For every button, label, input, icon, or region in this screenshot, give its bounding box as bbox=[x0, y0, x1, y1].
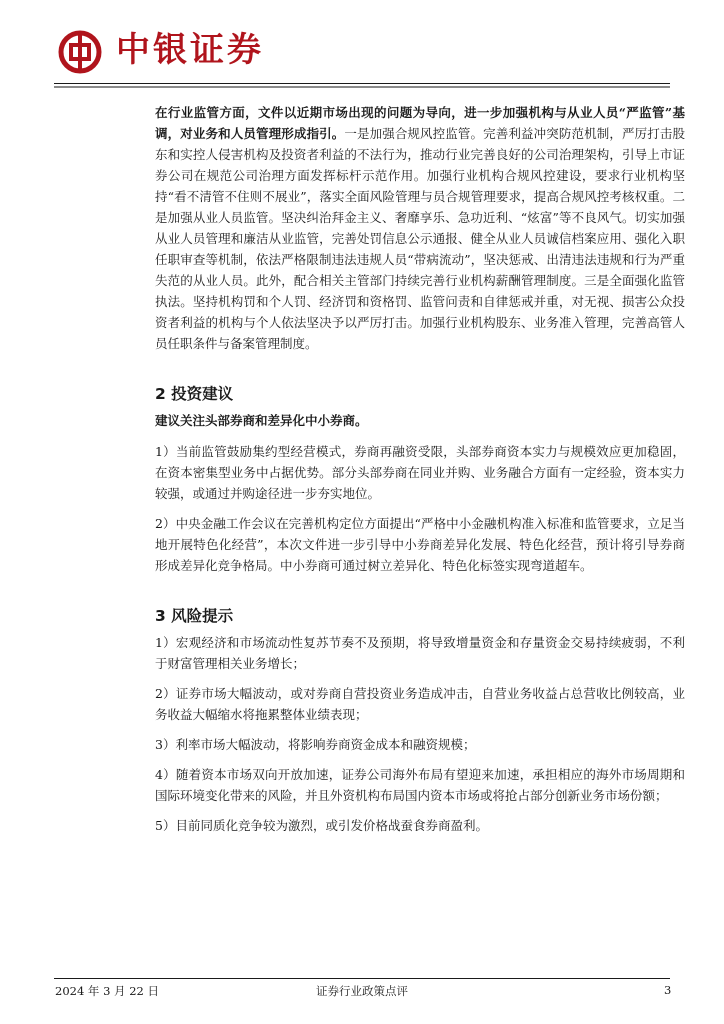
footer-date: 2024 年 3 月 22 日 bbox=[55, 984, 159, 998]
page-number: 3 bbox=[664, 983, 672, 997]
risk-item: 4）随着资本市场双向开放加速，证券公司海外布局有望迎来加速，承担相应的海外市场周期和国际环境变化带来的风险，并且外资机构布局国内资本市场或将抢占部分创新业务市场份额； bbox=[155, 767, 685, 803]
risk-item: 1）宏观经济和市场流动性复苏节奏不及预期，将导致增量资金和存量资金交易持续疲弱，不利于财富管理相关业务增长； bbox=[155, 635, 685, 671]
bank-of-china-logo-icon bbox=[58, 30, 102, 74]
section-3-title: 3 风险提示 bbox=[155, 607, 234, 625]
intro-text: 一是加强合规风控监管。完善利益冲突防范机制，严厉打击股东和实控人侵害机构及投资者利益的不法行为，推动行业完善良好的公司治理架构，引导上市证券公司在规范公司治理方面发挥标杆示范作用。加强行业机构合规风控建设，要求行业机构坚持“看不清管不住则不展业”，落实全面风险管理与员合规管理要求，提高合规风控考核权重。二是加强从业人员监管。坚决纠治拜金主义、奢靡享乐、急功近利、“炫富”等不良风气。切实加强从业人员管理和廉洁从业监管，完善处罚信息公示通报、健全从业人员诚信档案应用、强化入职任职审查等机制，依法严格限制违法违规人员“带病流动”，坚决惩戒、出清违法违规和行为严重失范的从业人员。此外，配合相关主管部门持续完善行业机构薪酬管理制度。三是全面强化监管执法。坚持机构罚和个人罚、经济罚和资格罚、监管问责和自律惩戒并重，对无视、损害公众投资者利益的机构与个人依法坚决予以严厉打击。加强行业机构股东、业务准入管理，完善高管人员任职条件与备案管理制度。 bbox=[155, 126, 685, 351]
footer-report-type: 证券行业政策点评 bbox=[316, 984, 408, 998]
section-2-title: 2 投资建议 bbox=[155, 385, 234, 403]
report-body bbox=[155, 102, 685, 845]
footer-rule bbox=[54, 978, 670, 979]
section-2-item: 2）中央金融工作会议在完善机构定位方面提出“严格中小金融机构准入标准和监管要求，立足当地开展特色化经营”，本次文件进一步引导中小券商差异化发展、特色化经营，预计将引导券商形成差异化竞争格局。中小券商可通过树立差异化、特色化标签实现弯道超车。 bbox=[155, 516, 685, 573]
risk-item: 2）证券市场大幅波动，或对券商自营投资业务造成冲击，自营业务收益占总营收比例较高，业务收益大幅缩水将拖累整体业绩表现； bbox=[155, 686, 685, 722]
header-rule-secondary bbox=[54, 86, 670, 88]
intro-paragraph bbox=[155, 102, 685, 354]
section-2-item: 1）当前监管鼓励集约型经营模式，券商再融资受限，头部券商资本实力与规模效应更加稳固，在资本密集型业务中占据优势。部分头部券商在同业并购、业务融合方面有一定经验，资本实力较强，或通过并购途径进一步夯实地位。 bbox=[155, 444, 685, 501]
intro-bold-lead: 在行业监管方面，文件以近期市场出现的问题为导向，进一步加强机构与从业人员“严监管”基调，对业务和人员管理形成指引。 bbox=[155, 105, 685, 141]
risk-item: 5）目前同质化竞争较为激烈，或引发价格战蚕食券商盈利。 bbox=[155, 818, 488, 833]
brand-name: 中银证券 bbox=[116, 30, 264, 70]
risk-item: 3）利率市场大幅波动，将影响券商资金成本和融资规模； bbox=[155, 737, 476, 752]
header-rule bbox=[54, 83, 670, 84]
page-header bbox=[0, 0, 724, 92]
section-2-subheading: 建议关注头部券商和差异化中小券商。 bbox=[155, 413, 368, 428]
